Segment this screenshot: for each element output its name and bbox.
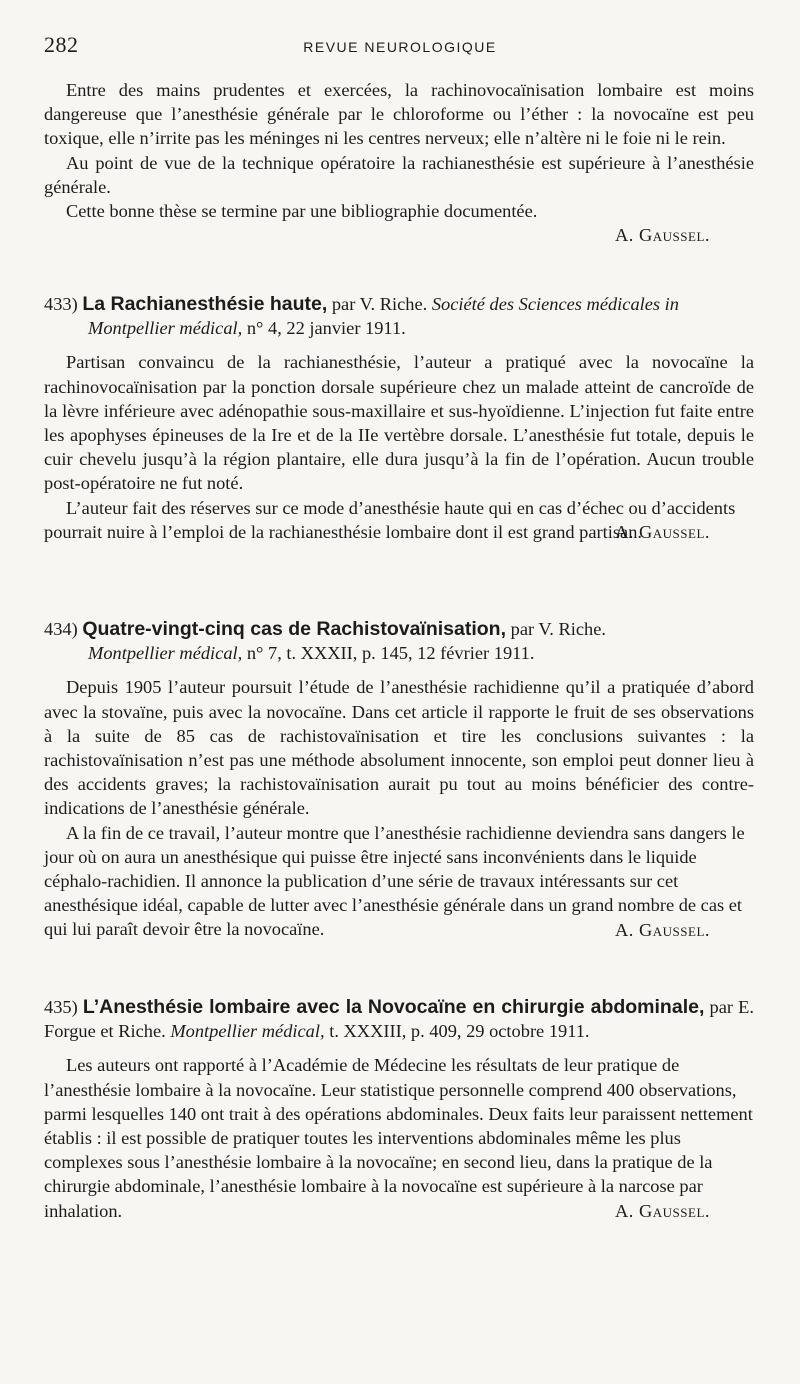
article-paragraph-2: A la fin de ce travail, l’auteur montre que l’anesthésie rachidienne deviendra sans dangers le jour où on aura un anesthésique qui puisse être injecté sans inconvénients dans le liquide céphalo-rachidien. Il annonce la publication d’une série de travaux intéressants sur cet anesthésique idéal, capable de lutter avec l’anesthésie générale dans un grand nombre de cas et qui lui paraît devoir être la novocaïne. xyxy=(44,822,745,940)
article-434 xyxy=(44,617,754,942)
article-paragraph-1: Les auteurs ont rapporté à l’Académie de Médecine les résultats de leur pratique de l’anesthésie lombaire à la novocaïne. Leur statistique personnelle comprend 400 observations, parmi lesquelles 140 ont trait à des opérations abdominales. Deux faits leur paraissent nettement établis : il est possible de pratiquer toutes les interventions abdominales même les plus complexes sous l’anesthésie lombaire à la novocaïne; en second lieu, dans la pratique de la chirurgie abdominale, l’anesthésie lombaire à la novocaïne est supérieure à la narcose par inhalation. xyxy=(44,1055,753,1221)
article-heading xyxy=(44,995,754,1043)
article-authors: par V. Riche. xyxy=(510,619,606,639)
running-head: REVUE NEUROLOGIQUE xyxy=(303,39,497,55)
page-header xyxy=(44,32,756,62)
article-title: L’Anesthésie lombaire avec la Novocaïne en chirurgie abdominale, xyxy=(82,996,705,1018)
article-number: 435) xyxy=(44,997,78,1017)
intro-signature: A. Gaussel. xyxy=(615,225,710,246)
article-reference: n° 4, 22 janvier 1911. xyxy=(246,318,406,339)
article-number: 433) xyxy=(44,294,78,314)
article-signature: A. Gaussel. xyxy=(615,522,710,543)
article-433 xyxy=(44,292,754,544)
article-signature: A. Gaussel. xyxy=(615,1200,710,1221)
article-source: Société des Sciences médicales in xyxy=(431,294,679,314)
intro-paragraph-1: Entre des mains prudentes et exercées, la rachinovocaïnisation lombaire est moins dangereuse que l’anesthésie générale par le chloroforme ou l’éther : la novocaïne est peu toxique, elle n’irrite pas les méninges ni les centres nerveux; elle n’altère ni le foie ni le rein. xyxy=(44,80,754,149)
article-number: 434) xyxy=(44,619,78,639)
intro-paragraph-2: Au point de vue de la technique opératoire la rachianesthésie est supérieure à l’anesthésie générale. xyxy=(44,152,754,197)
article-signature: A. Gaussel. xyxy=(615,919,710,940)
article-authors: par E. Forgue et Riche. xyxy=(44,997,754,1042)
article-authors: par V. Riche. xyxy=(331,294,428,314)
article-source-journal: Montpellier médical, xyxy=(170,1021,325,1042)
article-paragraph-2: L’auteur fait des réserves sur ce mode d’anesthésie haute qui en cas d’échec ou d’accidents pourrait nuire à l’emploi de la rachianesthésie lombaire dont il est grand partisan. xyxy=(44,497,736,542)
article-title: Quatre-vingt-cinq cas de Rachistovaïnisation, xyxy=(82,618,507,640)
article-435 xyxy=(44,995,754,1223)
article-heading xyxy=(44,292,754,340)
article-reference: n° 7, t. XXXII, p. 145, 12 février 1911. xyxy=(246,643,535,664)
article-title: La Rachianesthésie haute, xyxy=(82,293,328,315)
intro-section xyxy=(44,78,754,247)
article-heading xyxy=(44,617,754,665)
article-paragraph-1: Depuis 1905 l’auteur poursuit l’étude de l’anesthésie rachidienne qu’il a pratiquée d’abord avec la stovaïne, puis avec la novocaïne. Dans cet article il rapporte le fruit de ses observations à la suite de 85 cas de rachistovaïnisation et tire les conclusions suivantes : la rachistovaïnisation n’est pas une méthode absolument innocente, son emploi peut donner lieu à des accidents graves; la rachistovaïnisation aurait pu tout au moins bénéficier des contre-indications de l’anesthésie générale. xyxy=(44,677,754,819)
article-paragraph-1: Partisan convaincu de la rachianesthésie, l’auteur a pratiqué avec la novocaïne la rachinovocaïnisation par la ponction dorsale supérieure chez un malade atteint de cancroïde de la lèvre inférieure avec adénopathie sous-maxillaire et sus-hyoïdienne. L’injection fut faite entre les apophyses épineuses de la Ire et de la IIe vertèbre dorsale. L’anesthésie fut totale, depuis le cuir chevelu jusqu’à la région plantaire, elle dura jusqu’à la fin de l’opération. Aucun trouble post-opératoire ne fut noté. xyxy=(44,352,754,494)
article-source-journal: Montpellier médical, xyxy=(88,318,243,339)
intro-paragraph-3: Cette bonne thèse se termine par une bibliographie documentée. xyxy=(66,201,538,222)
page-number: 282 xyxy=(44,32,79,57)
article-source-journal: Montpellier médical, xyxy=(88,643,243,664)
article-reference: t. XXXIII, p. 409, 29 octobre 1911. xyxy=(329,1021,590,1042)
